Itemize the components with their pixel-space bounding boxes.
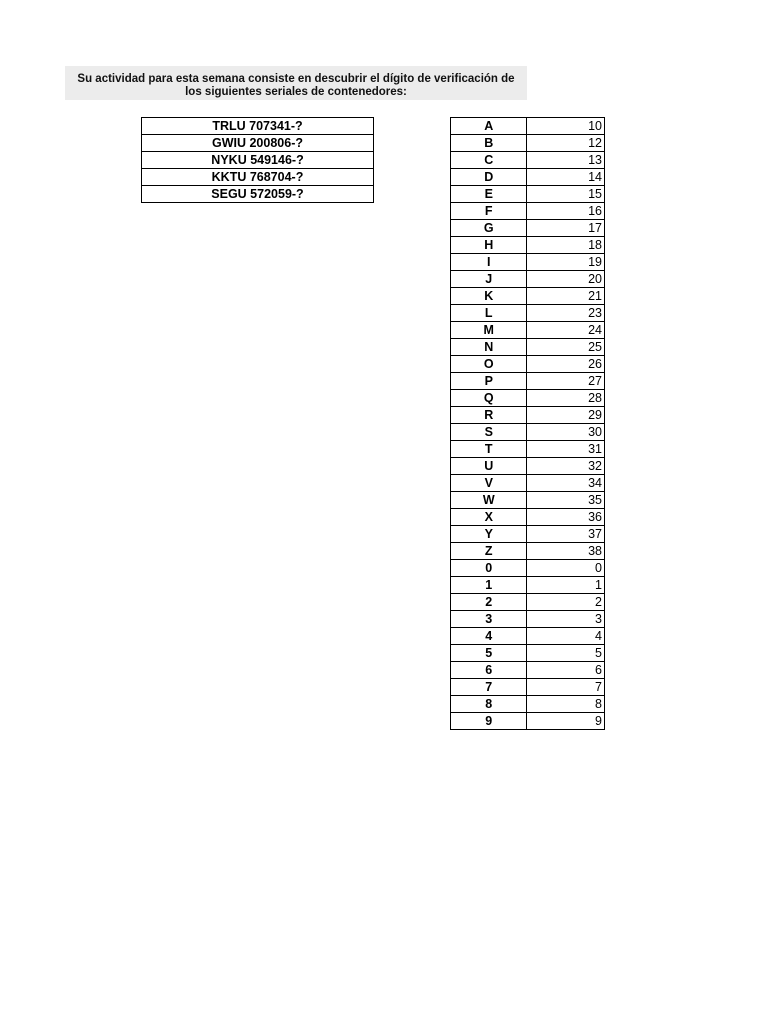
lookup-value-cell: 3 <box>527 611 605 628</box>
lookup-value-cell: 36 <box>527 509 605 526</box>
instruction-line-2: los siguientes seriales de contenedores: <box>185 86 407 98</box>
serial-row <box>142 135 374 152</box>
lookup-row <box>451 220 605 237</box>
serial-row <box>142 118 374 135</box>
lookup-character-cell: B <box>451 135 527 152</box>
lookup-character-cell: 0 <box>451 560 527 577</box>
lookup-character-cell: D <box>451 169 527 186</box>
lookup-value-cell: 0 <box>527 560 605 577</box>
lookup-value-cell: 31 <box>527 441 605 458</box>
lookup-character-cell: S <box>451 424 527 441</box>
lookup-row <box>451 509 605 526</box>
lookup-row <box>451 339 605 356</box>
lookup-character-cell: L <box>451 305 527 322</box>
lookup-value-cell: 28 <box>527 390 605 407</box>
lookup-row <box>451 186 605 203</box>
lookup-character-cell: 8 <box>451 696 527 713</box>
lookup-character-cell: 7 <box>451 679 527 696</box>
lookup-character-cell: T <box>451 441 527 458</box>
serial-cell: KKTU 768704-? <box>142 169 374 186</box>
lookup-value-cell: 14 <box>527 169 605 186</box>
lookup-row <box>451 662 605 679</box>
instruction-banner <box>65 66 527 100</box>
character-value-table <box>450 117 605 730</box>
lookup-row <box>451 458 605 475</box>
lookup-value-cell: 23 <box>527 305 605 322</box>
character-value-table-body <box>451 118 605 730</box>
lookup-character-cell: M <box>451 322 527 339</box>
lookup-row <box>451 611 605 628</box>
lookup-row <box>451 594 605 611</box>
lookup-row <box>451 305 605 322</box>
lookup-value-cell: 15 <box>527 186 605 203</box>
lookup-value-cell: 1 <box>527 577 605 594</box>
lookup-value-cell: 5 <box>527 645 605 662</box>
lookup-row <box>451 492 605 509</box>
lookup-value-cell: 7 <box>527 679 605 696</box>
lookup-row <box>451 696 605 713</box>
lookup-row <box>451 169 605 186</box>
lookup-row <box>451 543 605 560</box>
lookup-row <box>451 135 605 152</box>
lookup-value-cell: 25 <box>527 339 605 356</box>
lookup-character-cell: E <box>451 186 527 203</box>
serial-cell: SEGU 572059-? <box>142 186 374 203</box>
lookup-character-cell: P <box>451 373 527 390</box>
lookup-character-cell: I <box>451 254 527 271</box>
serial-cell: NYKU 549146-? <box>142 152 374 169</box>
lookup-character-cell: Y <box>451 526 527 543</box>
lookup-row <box>451 322 605 339</box>
lookup-character-cell: K <box>451 288 527 305</box>
lookup-value-cell: 32 <box>527 458 605 475</box>
lookup-character-cell: V <box>451 475 527 492</box>
lookup-row <box>451 203 605 220</box>
lookup-row <box>451 356 605 373</box>
lookup-value-cell: 17 <box>527 220 605 237</box>
serial-row <box>142 152 374 169</box>
lookup-row <box>451 645 605 662</box>
lookup-row <box>451 628 605 645</box>
lookup-character-cell: A <box>451 118 527 135</box>
serial-cell: GWIU 200806-? <box>142 135 374 152</box>
lookup-character-cell: X <box>451 509 527 526</box>
lookup-value-cell: 4 <box>527 628 605 645</box>
lookup-value-cell: 29 <box>527 407 605 424</box>
lookup-character-cell: 6 <box>451 662 527 679</box>
lookup-value-cell: 37 <box>527 526 605 543</box>
lookup-value-cell: 20 <box>527 271 605 288</box>
lookup-value-cell: 26 <box>527 356 605 373</box>
lookup-character-cell: 5 <box>451 645 527 662</box>
instruction-line-1: Su actividad para esta semana consiste en descubrir el dígito de verificación de <box>77 73 515 85</box>
lookup-row <box>451 152 605 169</box>
lookup-value-cell: 8 <box>527 696 605 713</box>
lookup-character-cell: 1 <box>451 577 527 594</box>
lookup-value-cell: 16 <box>527 203 605 220</box>
lookup-row <box>451 407 605 424</box>
lookup-row <box>451 118 605 135</box>
lookup-character-cell: J <box>451 271 527 288</box>
lookup-character-cell: N <box>451 339 527 356</box>
lookup-value-cell: 24 <box>527 322 605 339</box>
lookup-value-cell: 10 <box>527 118 605 135</box>
lookup-character-cell: Z <box>451 543 527 560</box>
serial-cell: TRLU 707341-? <box>142 118 374 135</box>
lookup-character-cell: 3 <box>451 611 527 628</box>
lookup-row <box>451 390 605 407</box>
lookup-character-cell: H <box>451 237 527 254</box>
lookup-value-cell: 12 <box>527 135 605 152</box>
lookup-value-cell: 35 <box>527 492 605 509</box>
lookup-row <box>451 271 605 288</box>
lookup-row <box>451 373 605 390</box>
lookup-row <box>451 713 605 730</box>
lookup-value-cell: 19 <box>527 254 605 271</box>
serials-table <box>141 117 374 203</box>
lookup-character-cell: 9 <box>451 713 527 730</box>
lookup-character-cell: U <box>451 458 527 475</box>
lookup-row <box>451 577 605 594</box>
lookup-character-cell: Q <box>451 390 527 407</box>
lookup-row <box>451 560 605 577</box>
lookup-value-cell: 38 <box>527 543 605 560</box>
lookup-row <box>451 475 605 492</box>
lookup-row <box>451 441 605 458</box>
lookup-value-cell: 34 <box>527 475 605 492</box>
lookup-row <box>451 254 605 271</box>
lookup-character-cell: F <box>451 203 527 220</box>
serial-row <box>142 169 374 186</box>
lookup-row <box>451 288 605 305</box>
lookup-value-cell: 13 <box>527 152 605 169</box>
lookup-value-cell: 18 <box>527 237 605 254</box>
lookup-character-cell: R <box>451 407 527 424</box>
lookup-value-cell: 30 <box>527 424 605 441</box>
serial-row <box>142 186 374 203</box>
lookup-value-cell: 21 <box>527 288 605 305</box>
lookup-value-cell: 27 <box>527 373 605 390</box>
lookup-row <box>451 237 605 254</box>
lookup-character-cell: G <box>451 220 527 237</box>
lookup-character-cell: O <box>451 356 527 373</box>
lookup-value-cell: 2 <box>527 594 605 611</box>
lookup-character-cell: 4 <box>451 628 527 645</box>
lookup-row <box>451 679 605 696</box>
lookup-character-cell: 2 <box>451 594 527 611</box>
lookup-character-cell: C <box>451 152 527 169</box>
lookup-value-cell: 9 <box>527 713 605 730</box>
serials-table-body <box>142 118 374 203</box>
lookup-character-cell: W <box>451 492 527 509</box>
lookup-row <box>451 526 605 543</box>
lookup-row <box>451 424 605 441</box>
lookup-value-cell: 6 <box>527 662 605 679</box>
